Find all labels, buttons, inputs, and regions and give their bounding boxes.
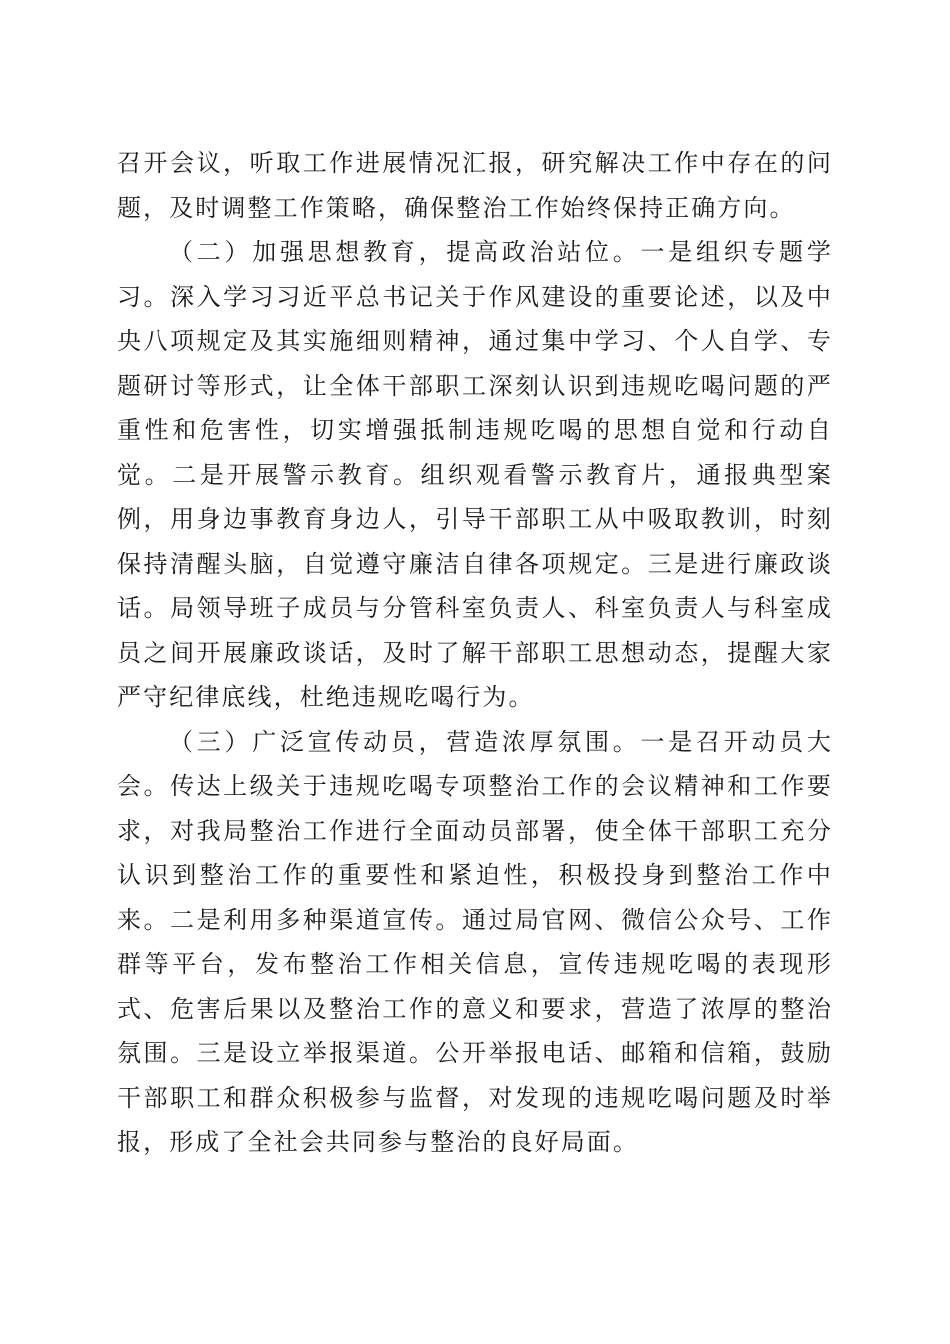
- section-two-heading: （二）加强思想教育，提高政治站位。: [169, 238, 641, 266]
- paragraph-text: 召开会议，听取工作进展情况汇报，研究解决工作中存在的问题，及时调整工作策略，确保整治工作始终保持正确方向。: [117, 149, 833, 222]
- section-two-text: 一是组织专题学习。深入学习习近平总书记关于作风建设的重要论述，以及中央八项规定及其实施细则精神，通过集中学习、个人自学、专题研讨等形式，让全体干部职工深刻认识到违规吃喝问题的严重性和危害性，切实增强抵制违规吃喝的思想自觉和行动自觉。二是开展警示教育。组织观看警示教育片，通报典型案例，用身边事教育身边人，引导干部职工从中吸取教训，时刻保持清醒头脑，自觉遵守廉洁自律各项规定。三是进行廉政谈话。局领导班子成员与分管科室负责人、科室负责人与科室成员之间开展廉政谈话，及时了解干部职工思想动态，提醒大家严守纪律底线，杜绝违规吃喝行为。: [117, 238, 834, 711]
- section-three-text: 一是召开动员大会。传达上级关于违规吃喝专项整治工作的会议精神和工作要求，对我局整治工作进行全面动员部署，使全体干部职工充分认识到整治工作的重要性和紧迫性，积极投身到整治工作中来。二是利用多种渠道宣传。通过局官网、微信公众号、工作群等平台，发布整治工作相关信息，宣传违规吃喝的表现形式、危害后果以及整治工作的意义和要求，营造了浓厚的整治氛围。三是设立举报渠道。公开举报电话、邮箱和信箱，鼓励干部职工和群众积极参与监督，对发现的违规吃喝问题及时举报，形成了全社会共同参与整治的良好局面。: [117, 727, 834, 1156]
- paragraph-section-two: [117, 230, 833, 720]
- paragraph-section-three: [117, 720, 833, 1165]
- document-body: [117, 141, 833, 1165]
- paragraph-continuation: [117, 141, 833, 230]
- section-three-heading: （三）广泛宣传动员，营造浓厚氛围。: [169, 727, 641, 756]
